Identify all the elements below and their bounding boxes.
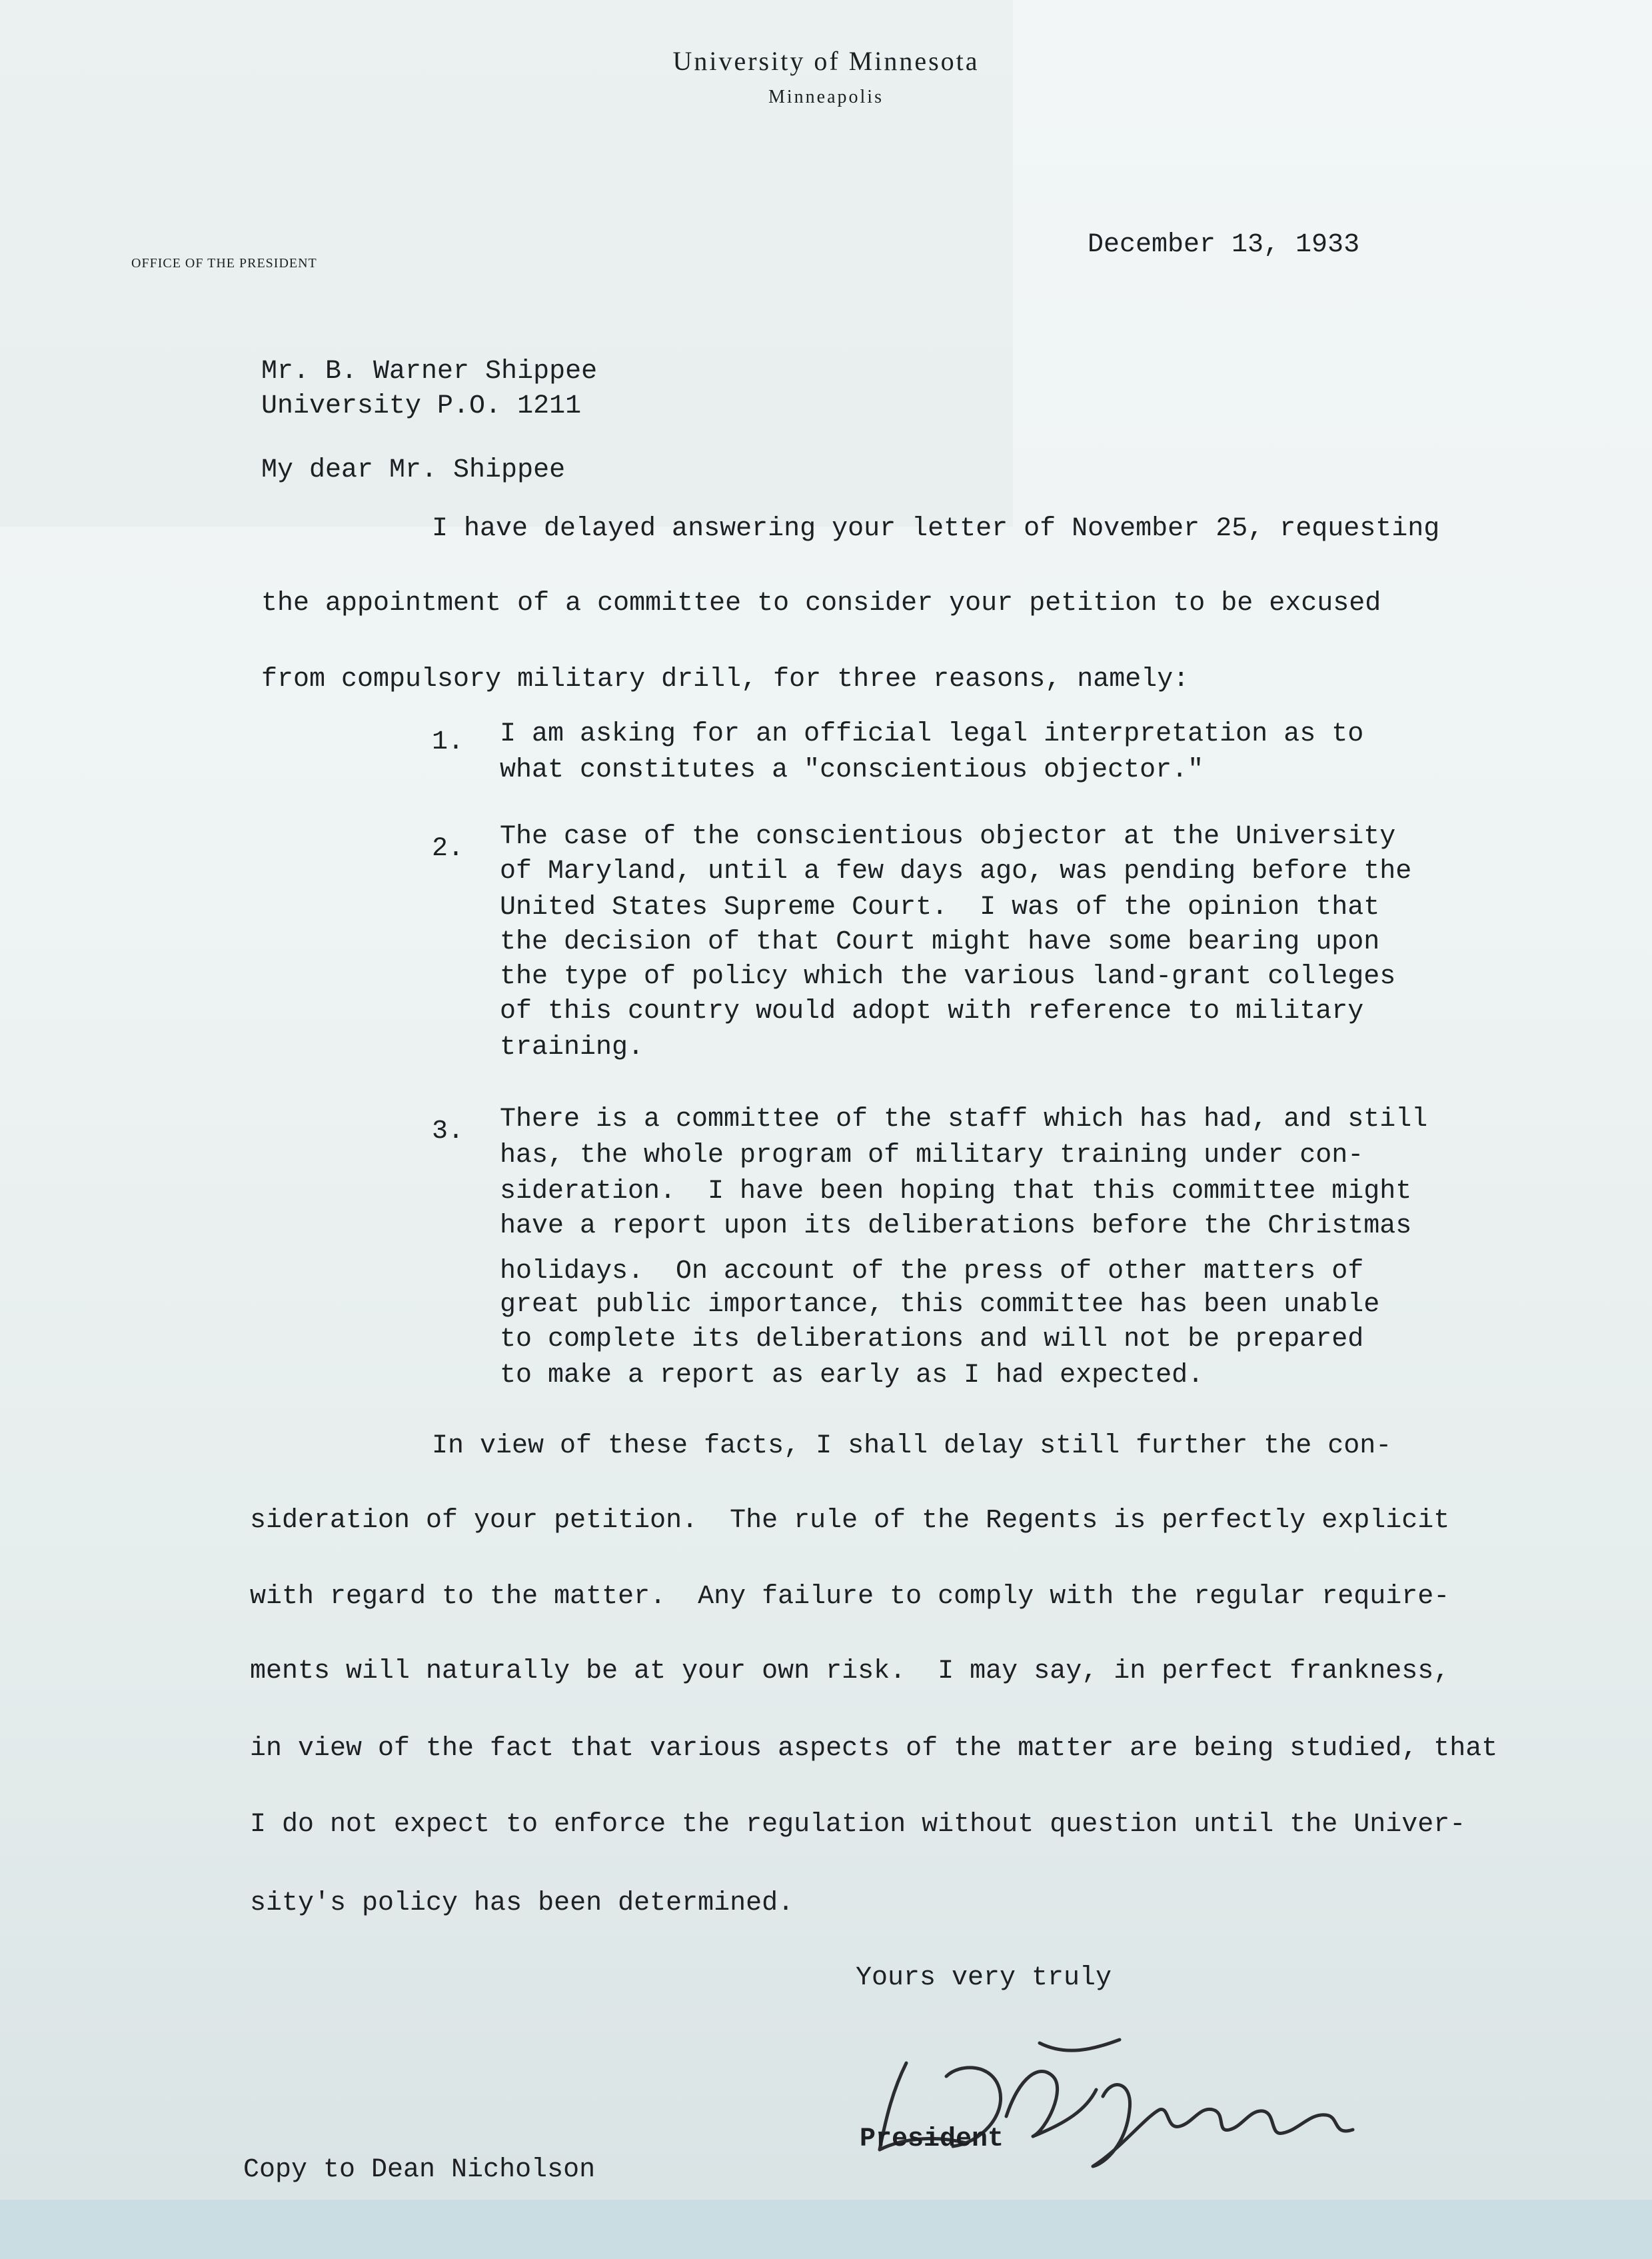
- conclusion-line: sity's policy has been determined.: [250, 1888, 794, 1918]
- reason-number: 1.: [432, 727, 464, 757]
- reason-line: the decision of that Court might have some bearing upon: [500, 927, 1380, 957]
- letter-date: December 13, 1933: [1088, 230, 1360, 260]
- intro-line: from compulsory military drill, for three reasons, namely:: [261, 665, 1190, 695]
- conclusion-line: ments will naturally be at your own risk. I may say, in perfect frankness,: [250, 1656, 1450, 1686]
- reason-line: of Maryland, until a few days ago, was pending before the: [500, 857, 1412, 887]
- conclusion-line: I do not expect to enforce the regulation without question until the Univer-: [250, 1810, 1466, 1840]
- reason-line: The case of the conscientious objector at the University: [500, 822, 1396, 852]
- letterhead-city: Minneapolis: [768, 87, 884, 107]
- reason-number: 2.: [432, 834, 464, 864]
- reason-line: what constitutes a "conscientious objector.": [500, 755, 1204, 785]
- reason-line: of this country would adopt with reference to military: [500, 997, 1364, 1027]
- reason-line: has, the whole program of military training under con-: [500, 1140, 1364, 1170]
- reason-line: to make a report as early as I had expected.: [500, 1360, 1204, 1390]
- conclusion-line: sideration of your petition. The rule of the Regents is perfectly explicit: [250, 1506, 1450, 1536]
- reason-line: sideration. I have been hoping that this committee might: [500, 1176, 1412, 1206]
- bottom-strip: [0, 2200, 1652, 2259]
- reason-number: 3.: [432, 1117, 464, 1146]
- letterhead-institution: University of Minnesota: [672, 46, 980, 76]
- reason-line: great public importance, this committee has been unable: [500, 1290, 1380, 1320]
- salutation: My dear Mr. Shippee: [261, 455, 566, 485]
- reason-line: have a report upon its deliberations before the Christmas: [500, 1211, 1412, 1241]
- intro-line: the appointment of a committee to consider your petition to be excused: [261, 589, 1381, 619]
- letterhead-office: OFFICE OF THE PRESIDENT: [131, 256, 317, 271]
- reason-line: United States Supreme Court. I was of the opinion that: [500, 893, 1380, 923]
- reason-line: There is a committee of the staff which has had, and still: [500, 1105, 1428, 1134]
- copy-to-line: Copy to Dean Nicholson: [243, 2155, 596, 2185]
- closing: Yours very truly: [856, 1963, 1112, 1993]
- reason-line: training.: [500, 1033, 644, 1063]
- conclusion-line: with regard to the matter. Any failure to comply with the regular require-: [250, 1582, 1450, 1612]
- reason-line: holidays. On account of the press of other matters of: [500, 1256, 1364, 1286]
- reason-line: to complete its deliberations and will not be prepared: [500, 1324, 1364, 1354]
- conclusion-line: In view of these facts, I shall delay still further the con-: [432, 1431, 1392, 1461]
- recipient-name: Mr. B. Warner Shippee: [261, 357, 598, 387]
- intro-line: I have delayed answering your letter of November 25, requesting: [432, 514, 1440, 544]
- signer-title: President: [860, 2124, 1004, 2154]
- conclusion-line: in view of the fact that various aspects of the matter are being studied, that: [250, 1734, 1498, 1764]
- reason-line: I am asking for an official legal interpretation as to: [500, 719, 1364, 749]
- recipient-address: University P.O. 1211: [261, 391, 582, 421]
- reason-line: the type of policy which the various land-grant colleges: [500, 962, 1396, 992]
